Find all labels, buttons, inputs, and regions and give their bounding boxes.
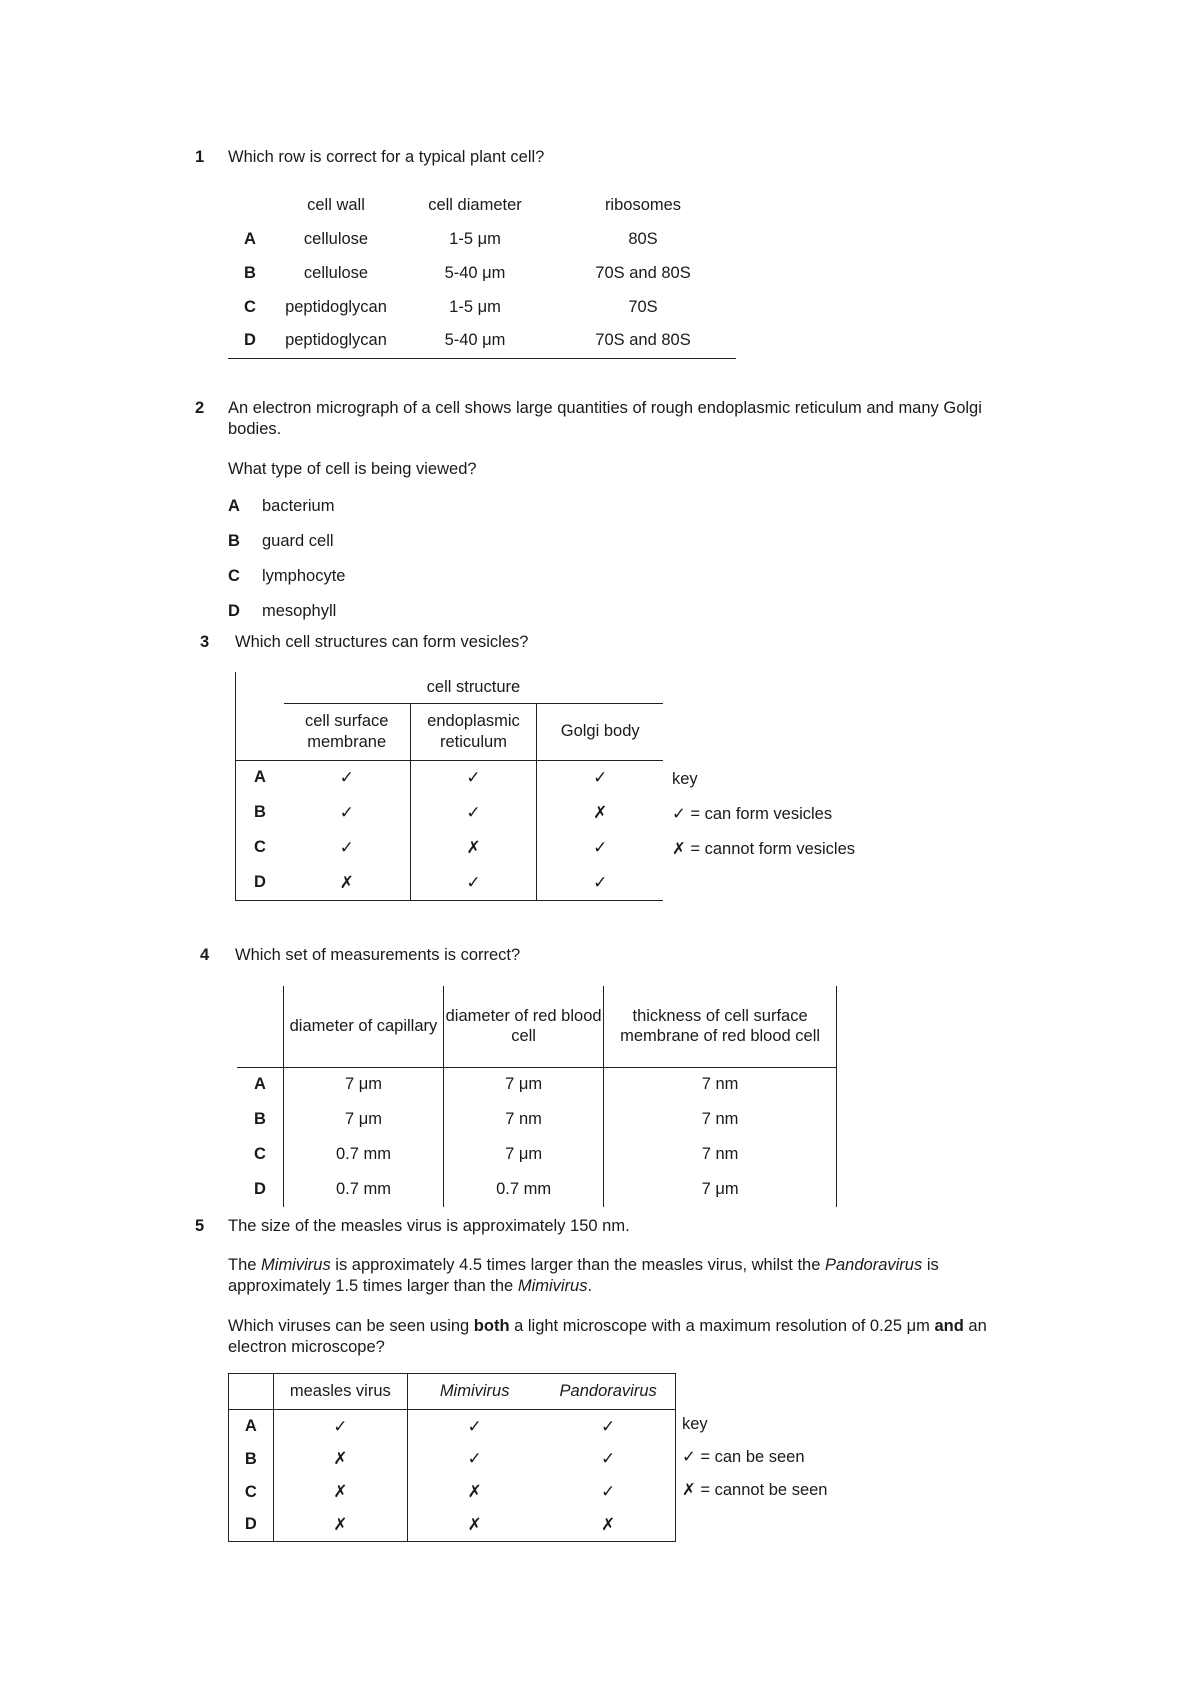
q5-header-pandoravirus [541,1374,675,1410]
table-row [228,256,736,290]
table-cell: ✗ [467,1482,482,1502]
table-cell: ✓ [593,872,608,892]
key-entry: ✗ = cannot form vesicles [672,840,856,858]
table-cell: cellulose [303,263,369,282]
row-letter: D [244,331,256,350]
table-cell: ✓ [284,760,410,795]
option-letter: B [228,532,240,550]
q5-header-mimivirus [407,1374,541,1410]
question-3-key [672,762,855,867]
question-5-stem-2 [228,1255,1008,1296]
option-letter: A [228,497,240,515]
row-letter: B [237,1102,283,1137]
table-cell: 0.7 mm [444,1172,604,1207]
table-row [236,865,664,900]
question-3-table [235,672,663,901]
table-cell: 7 nm [604,1137,837,1172]
question-5-text [228,1316,1008,1357]
table-cell: cellulose [303,229,369,248]
question-1-number: 1 [195,148,205,166]
q3-group-header: cell structure [284,672,663,703]
option-text: bacterium [262,497,335,515]
table-cell: ✓ [541,1410,675,1443]
q4-header-capillary: diameter of capillary [283,986,443,1067]
table-cell: ✓ [410,760,537,795]
row-letter: A [237,1067,283,1102]
q3-header-cell-surface-membrane: cell surface membrane [284,703,410,760]
question-2-text: What type of cell is being viewed? [228,460,477,478]
row-letter: A [244,229,256,248]
question-3-number: 3 [200,633,210,651]
q3-header-endoplasmic-reticulum: endoplasmic reticulum [410,703,537,760]
table-cell: ✓ [593,837,608,857]
table-cell: 0.7 mm [283,1137,443,1172]
row-letter: C [253,838,266,857]
option-letter: D [228,602,240,620]
text-run: a light microscope with a maximum resolution of 0.25 μm [509,1317,935,1335]
table-cell: 70S [628,297,658,316]
text-run: . [587,1276,593,1295]
table-cell: ✓ [273,1410,407,1443]
option-c [228,566,345,587]
table-cell: ✓ [284,830,410,865]
text-run: Which viruses can be seen using [228,1317,474,1335]
q1-header-cell-wall: cell wall [307,195,365,214]
table-row [229,1476,676,1509]
row-letter: C [237,1137,283,1172]
table-cell: 1-5 μm [449,229,501,248]
q3-header-golgi-body: Golgi body [560,722,640,741]
key-title: key [672,770,698,788]
question-4-text: Which set of measurements is correct? [235,946,521,964]
question-5-stem-1: The size of the measles virus is approximately 150 nm. [228,1217,630,1235]
table-cell: 7 nm [604,1067,837,1102]
table-row [229,1410,676,1443]
question-1-text: Which row is correct for a typical plant cell? [228,148,545,166]
q1-header-ribosomes: ribosomes [604,195,682,214]
table-cell: 80S [628,229,658,248]
table-cell: 1-5 μm [449,297,501,316]
q5-header-measles: measles virus [273,1374,407,1410]
table-cell: peptidoglycan [285,297,387,316]
question-5-number: 5 [195,1217,205,1235]
table-cell: ✓ [410,865,537,900]
option-text: guard cell [262,532,334,550]
table-row [236,830,664,865]
text-run: The [228,1256,262,1274]
table-cell: ✓ [284,795,410,830]
text-run: an electron microscope? [228,1317,987,1356]
table-row [237,1172,837,1207]
header-text: Pandoravirus [559,1382,657,1401]
row-letter: B [244,263,256,282]
table-cell: ✗ [273,1476,407,1509]
table-cell: 7 nm [604,1102,837,1137]
table-cell: ✓ [593,768,608,788]
text-run: Mimivirus [517,1276,588,1295]
table-cell: 7 μm [444,1067,604,1102]
table-row [228,290,736,324]
table-cell: 5-40 μm [444,263,506,282]
q4-header-red-blood-cell: diameter of red blood cell [444,986,604,1067]
question-4-number: 4 [200,946,210,964]
key-entry: ✗ = cannot be seen [682,1481,828,1499]
table-cell: 0.7 mm [283,1172,443,1207]
question-2-stem: An electron micrograph of a cell shows large quantities of rough endoplasmic reticulum and many Golgi bodies. [228,399,982,438]
row-letter: C [244,297,256,316]
table-cell: ✓ [410,795,537,830]
row-letter: B [253,803,266,822]
table-cell: ✗ [410,830,537,865]
table-cell: ✓ [541,1476,675,1509]
table-row [237,1102,837,1137]
table-cell: 70S and 80S [595,331,691,350]
table-row [236,795,664,830]
row-letter: B [229,1443,274,1476]
table-cell: 7 μm [444,1137,604,1172]
table-cell: ✓ [541,1443,675,1476]
table-cell: 7 μm [283,1102,443,1137]
table-cell: 7 nm [444,1102,604,1137]
row-letter: D [237,1172,283,1207]
key-entry: ✓ = can be seen [682,1448,805,1466]
table-row [237,1137,837,1172]
table-row [228,324,736,358]
table-cell: 7 μm [283,1067,443,1102]
table-cell: ✓ [467,1416,482,1436]
q4-header-membrane-thickness: thickness of cell surface membrane of red blood cell [604,986,837,1067]
option-text: mesophyll [262,602,337,620]
table-cell: 70S and 80S [595,263,691,282]
option-b [228,531,334,552]
text-run: is approximately 4.5 times larger than the measles virus, whilst the [330,1256,825,1274]
table-row [229,1509,676,1542]
table-cell: ✓ [467,1449,482,1469]
table-row [236,760,664,795]
text-run: is approximately 1.5 times larger than the [228,1256,939,1295]
row-letter: C [229,1476,274,1509]
question-4-table [237,986,837,1207]
table-cell: ✗ [467,1515,482,1535]
header-text: Mimivirus [439,1382,510,1401]
table-cell: 5-40 μm [444,331,506,350]
question-1-table [228,188,736,359]
table-row [229,1443,676,1476]
option-letter: C [228,567,240,585]
table-row [228,222,736,256]
option-text: lymphocyte [262,567,346,585]
table-cell: 7 μm [604,1172,837,1207]
option-d [228,601,336,622]
option-a [228,496,334,517]
question-5-table [228,1373,676,1542]
key-title: key [682,1415,708,1433]
text-run: both [473,1317,510,1335]
text-run: Mimivirus [261,1256,331,1274]
row-letter: A [253,768,266,787]
table-cell: ✗ [593,802,608,822]
text-run: Pandoravirus [825,1256,923,1274]
table-cell: ✗ [273,1509,407,1542]
table-cell: ✗ [541,1509,675,1542]
table-cell: ✗ [273,1443,407,1476]
table-cell: ✗ [284,865,410,900]
row-letter: D [229,1509,274,1542]
row-letter: A [229,1410,274,1443]
question-3-text: Which cell structures can form vesicles? [235,633,529,651]
table-row [237,1067,837,1102]
q1-header-cell-diameter: cell diameter [428,195,522,214]
question-2-number: 2 [195,399,205,417]
table-cell: peptidoglycan [285,331,387,350]
row-letter: D [253,872,266,891]
key-entry: ✓ = can form vesicles [672,805,833,823]
text-run: and [934,1317,964,1335]
question-5-key [682,1408,827,1507]
